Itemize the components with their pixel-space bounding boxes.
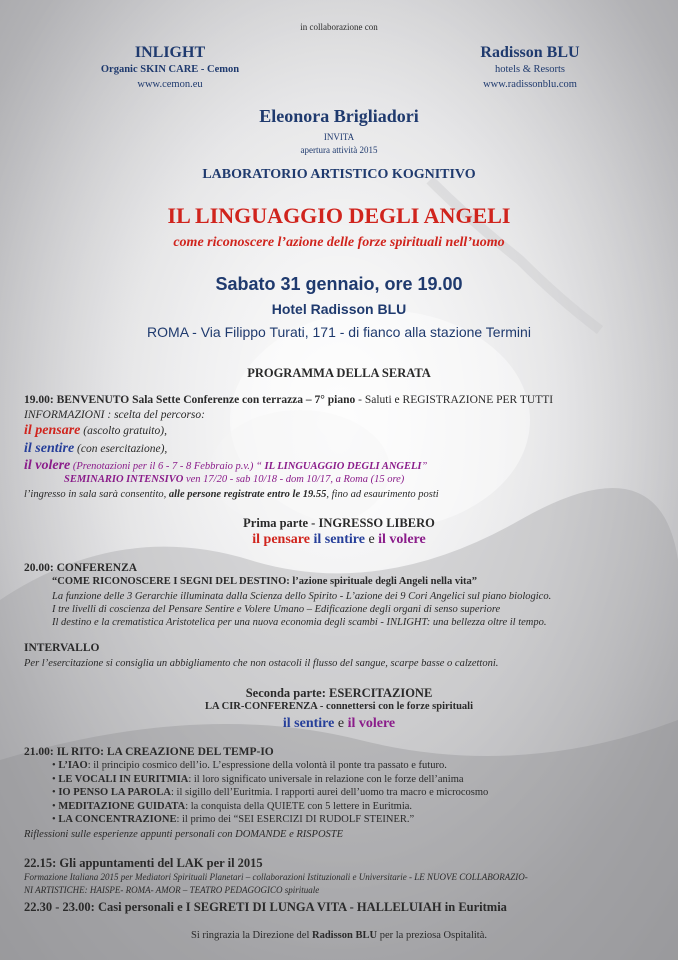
rito-item: • MEDITAZIONE GUIDATA: la conquista della QUIETE con 5 lettere in Euritmia. <box>52 800 413 812</box>
intervallo-text: Per l’esercitazione si consiglia un abbigliamento che non ostacoli il flusso del sangue, scarpe basse o calzettoni. <box>24 658 499 669</box>
seconda-volere: il volere <box>347 716 396 731</box>
conferenza-line-2: I tre livelli di coscienza del Pensare Sentire e Volere Umano – Edificazione degli organi di senso superiore <box>52 604 501 615</box>
rito-item: • LE VOCALI IN EURITMIA: il loro significato universale in relazione con le forze dell’anima <box>52 773 464 785</box>
welcome-time: 19.00: BENVENUTO Sala Sette Conferenze con terrazza – 7° piano <box>24 394 356 406</box>
seminario-line <box>64 474 404 485</box>
rito-item: • LA CONCENTRAZIONE: il primo dei “SEI ESERCIZI DI RUDOLF STEINER.” <box>52 814 415 826</box>
sentire-word: il sentire <box>24 441 75 456</box>
volere-line <box>24 458 427 474</box>
conferenza-heading: 20.00: CONFERENZA <box>24 562 138 574</box>
thanks-c: per la preziosa Ospitalità. <box>377 930 487 941</box>
thanks-a: Si ringrazia la Direzione del <box>191 930 312 941</box>
rito-item-text: : il loro significato universale in relazione con le forze dell’anima <box>188 773 464 785</box>
conferenza-line-3: Il destino e la crematistica Aristotelica per una nuova economia degli scambi - INLIGHT: una bellezza oltre il tempo. <box>52 617 547 628</box>
riflessioni-line: Riflessioni sulle esperienze appunti personali con DOMANDE e RISPOSTE <box>24 829 344 840</box>
rito-item-text: : il primo dei “SEI ESERCIZI DI RUDOLF STEINER.” <box>176 814 415 826</box>
info-line: INFORMAZIONI : scelta del percorso: <box>24 409 205 421</box>
seconda-sentire: il sentire <box>282 716 335 731</box>
rito-item-text: : la conquista della QUIETE con 5 lettere in Euritmia. <box>185 800 413 812</box>
welcome-rest: - Saluti e REGISTRAZIONE PER TUTTI <box>355 394 554 406</box>
pensare-note: (ascolto gratuito), <box>80 425 167 437</box>
collab-label: in collaborazione con <box>300 22 378 32</box>
ingresso-c: , fino ad esaurimento posti <box>326 489 439 500</box>
rito-item-label: L’IAO <box>58 760 88 771</box>
prima-pensare: il pensare <box>252 532 310 547</box>
sponsor-left-sub: Organic SKIN CARE - Cemon <box>100 64 240 75</box>
ingresso-a: l’ingresso in sala sarà consentito, <box>24 489 169 500</box>
seminario-rest: ven 17/20 - sab 10/18 - dom 10/17, a Roma (15 ore) <box>183 474 405 485</box>
rito-item: • L’IAO: il principio cosmico dell’io. L’espressione della volontà il ponte tra passato e futuro. <box>52 760 447 771</box>
pensare-line <box>24 423 167 439</box>
apertura-label: apertura attività 2015 <box>300 145 378 155</box>
invita-label: INVITA <box>323 132 355 142</box>
sponsor-left <box>60 44 280 90</box>
rito-item-label: LA CONCENTRAZIONE <box>58 814 177 826</box>
rito-heading: 21.00: IL RITO: LA CREAZIONE DEL TEMP-IO <box>24 746 274 758</box>
sponsor-right <box>420 44 640 90</box>
seconda-sub: LA CIR-CONFERENZA - connettersi con le forze spirituali <box>204 701 474 712</box>
rito-item-text: : il principio cosmico dell’io. L’espressione della volontà il ponte tra passato e futuro. <box>87 760 447 771</box>
rito-item-label: LE VOCALI IN EURITMIA <box>58 773 189 785</box>
sponsor-left-url[interactable]: www.cemon.eu <box>137 79 203 90</box>
sentire-note: (con esercitazione), <box>74 443 168 455</box>
lak-heading: 22.15: Gli appuntamenti del LAK per il 2015 <box>24 856 263 870</box>
thanks-b: Radisson BLU <box>312 930 378 941</box>
lak-line-1: Formazione Italiana 2015 per Mediatori Spirituali Planetari – collaborazioni Istituzionali e Universitarie - LE NUOVE COLLABORAZIO- <box>24 872 528 882</box>
rito-item-text: : il sigillo dell’Euritmia. I rapporti aurei dell’uomo tra macro e microcosmo <box>171 787 489 799</box>
thanks-line <box>0 930 678 941</box>
event-title: IL LINGUAGGIO DEGLI ANGELI <box>167 203 511 228</box>
lab-title: LABORATORIO ARTISTICO KOGNITIVO <box>202 167 476 182</box>
seconda-words <box>0 716 678 732</box>
conferenza-line-1: La funzione delle 3 Gerarchie illuminata dalla Scienza dello Spirito - L’azione dei 9 Cori Angelici sul piano biologico. <box>52 591 552 602</box>
seconda-and: e <box>334 716 348 731</box>
event-venue: Hotel Radisson BLU <box>271 301 407 317</box>
prima-and: e <box>364 532 379 547</box>
ingresso-line <box>24 489 439 500</box>
seconda-heading: Seconda parte: ESERCITAZIONE <box>245 686 433 700</box>
volere-word: il volere <box>24 458 71 473</box>
volere-title: IL LINGUAGGIO DEGLI ANGELI <box>264 461 422 472</box>
finale-line: 22.30 - 23.00: Casi personali e I SEGRETI DI LUNGA VITA - HALLELUIAH in Euritmia <box>24 900 507 914</box>
prima-heading: Prima parte - INGRESSO LIBERO <box>243 516 435 530</box>
rito-list <box>52 760 488 828</box>
event-date: Sabato 31 gennaio, ore 19.00 <box>215 274 463 294</box>
rito-item-label: IO PENSO LA PAROLA <box>58 787 172 799</box>
intervallo-heading: INTERVALLO <box>24 642 100 654</box>
lak-line-2: NI ARTISTICHE: HAISPE- ROMA- AMOR – TEATRO PEDAGOGICO spirituale <box>24 885 320 895</box>
event-subtitle: come riconoscere l’azione delle forze spirituali nell’uomo <box>173 235 505 250</box>
conferenza-quote: “COME RICONOSCERE I SEGNI DEL DESTINO: l’azione spirituale degli Angeli nella vita” <box>52 576 478 587</box>
sponsor-left-name: INLIGHT <box>134 44 206 61</box>
seminario-label: SEMINARIO INTENSIVO <box>64 474 184 485</box>
sponsor-right-url[interactable]: www.radissonblu.com <box>483 79 577 90</box>
event-address: ROMA - Via Filippo Turati, 171 - di fianco alla stazione Termini <box>147 324 531 340</box>
rito-item-label: MEDITAZIONE GUIDATA <box>58 800 186 812</box>
host-name: Eleonora Brigliadori <box>259 106 419 126</box>
volere-end: ” <box>421 461 428 472</box>
prima-sentire: il sentire <box>313 532 365 547</box>
volere-note: (Prenotazioni per il 6 - 7 - 8 Febbraio p.v.) “ <box>70 461 265 472</box>
sponsor-right-name: Radisson BLU <box>480 44 580 61</box>
pensare-word: il pensare <box>24 423 81 438</box>
sponsor-right-sub: hotels & Resorts <box>495 64 565 75</box>
prima-volere: il volere <box>378 532 426 547</box>
ingresso-b: alle persone registrate entro le 19.55 <box>168 489 327 500</box>
programma-heading: PROGRAMMA DELLA SERATA <box>247 366 431 380</box>
sentire-line <box>24 441 167 457</box>
welcome-line <box>24 394 553 406</box>
rito-item: • IO PENSO LA PAROLA: il sigillo dell’Euritmia. I rapporti aurei dell’uomo tra macro e microcosmo <box>52 787 489 799</box>
prima-words <box>0 532 678 548</box>
